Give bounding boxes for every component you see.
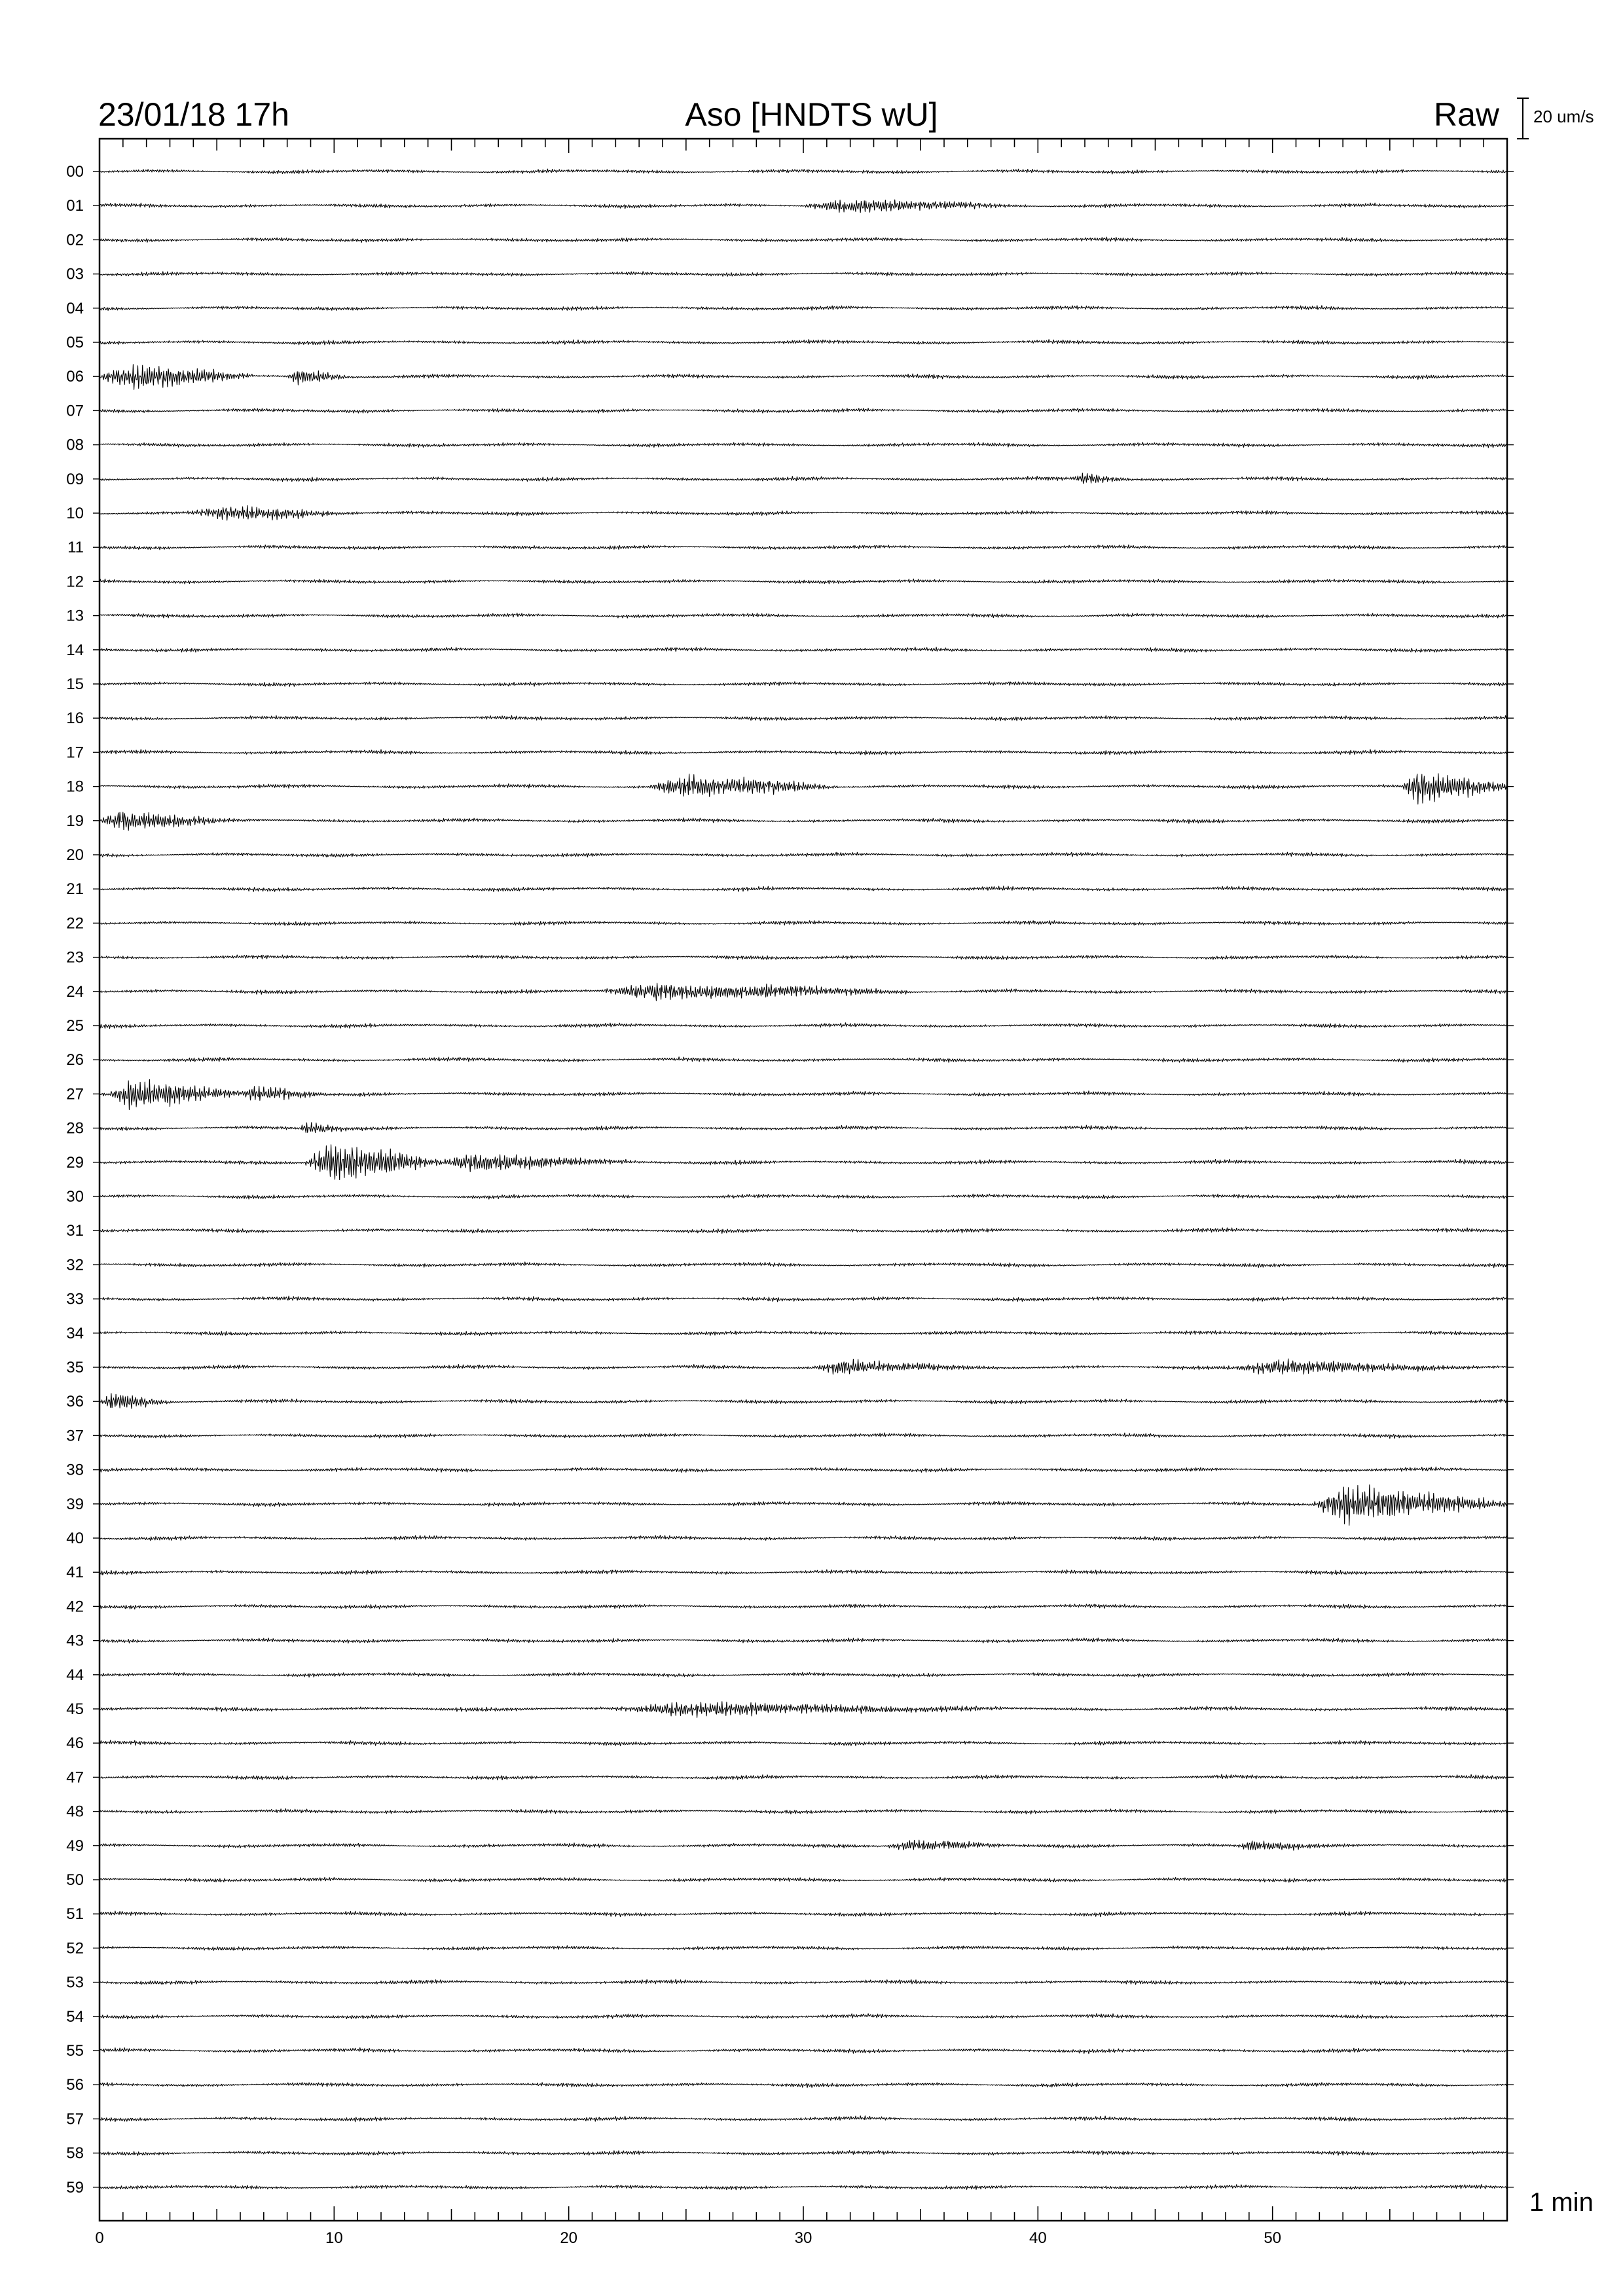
row-label: 50: [66, 1871, 84, 1889]
trace-row: [100, 169, 1507, 174]
header-mode: Raw: [1433, 96, 1499, 133]
row-label: 19: [66, 812, 84, 830]
row-label: 36: [66, 1393, 84, 1411]
row-label: 43: [66, 1632, 84, 1650]
trace-row: [100, 1808, 1507, 1814]
row-label: 55: [66, 2042, 84, 2060]
row-label: 51: [66, 1905, 84, 1924]
row-label: 25: [66, 1017, 84, 1035]
row-label: 44: [66, 1666, 84, 1684]
row-label: 33: [66, 1290, 84, 1308]
trace-row: [100, 1122, 1507, 1133]
x-tick-label: 40: [1029, 2229, 1047, 2247]
chart-title: Aso [HNDTS wU]: [685, 96, 938, 133]
trace-row: [100, 1145, 1507, 1180]
row-label: 30: [66, 1188, 84, 1206]
x-tick-label: 50: [1264, 2229, 1282, 2247]
trace-row: [100, 1840, 1507, 1850]
row-label: 32: [66, 1256, 84, 1274]
row-label: 13: [66, 607, 84, 625]
trace-row: [100, 1079, 1507, 1109]
row-label: 00: [66, 163, 84, 181]
row-label: 24: [66, 982, 84, 1001]
trace-row: [100, 1467, 1507, 1473]
trace-row: [100, 2014, 1507, 2019]
row-label: 37: [66, 1427, 84, 1445]
row-label: 11: [67, 539, 84, 557]
trace-row: [100, 2083, 1507, 2088]
row-label: 48: [66, 1803, 84, 1821]
trace-row: [100, 886, 1507, 892]
row-label: 04: [66, 299, 84, 317]
scale-bar-label: 20 um/s: [1533, 107, 1594, 126]
trace-row: [100, 1296, 1507, 1302]
trace-row: [100, 545, 1507, 550]
trace-row: [100, 682, 1507, 687]
row-label: 41: [66, 1564, 84, 1582]
row-label: 06: [66, 368, 84, 386]
row-label: 46: [66, 1734, 84, 1753]
trace-row: [100, 442, 1507, 448]
row-label: 53: [66, 1973, 84, 1992]
trace-row: [100, 473, 1507, 484]
row-label: 54: [66, 2007, 84, 2026]
row-label: 07: [66, 402, 84, 420]
trace-row: [100, 200, 1507, 212]
trace-row: [100, 1023, 1507, 1029]
row-label: 52: [66, 1939, 84, 1958]
row-label: 27: [66, 1085, 84, 1103]
trace-row: [100, 1262, 1507, 1268]
trace-row: [100, 983, 1507, 1001]
row-label: 28: [66, 1119, 84, 1138]
trace-row: [100, 1979, 1507, 1985]
x-tick-label: 10: [325, 2229, 343, 2247]
row-label: 09: [66, 470, 84, 488]
trace-row: [100, 1774, 1507, 1780]
row-label: 56: [66, 2076, 84, 2094]
row-label: 05: [66, 334, 84, 351]
scale-bar: [1517, 98, 1529, 139]
trace-lines: [100, 169, 1507, 2190]
x-unit-label: 1 min: [1529, 2188, 1594, 2217]
row-label: 03: [66, 265, 84, 283]
row-label: 15: [66, 675, 84, 693]
trace-row: [100, 2048, 1507, 2054]
row-label: 40: [66, 1530, 84, 1547]
row-label: 59: [66, 2178, 84, 2197]
trace-row: [100, 1740, 1507, 1746]
trace-row: [100, 1194, 1507, 1199]
row-label: 58: [66, 2144, 84, 2162]
trace-row: [100, 1911, 1507, 1917]
row-label: 02: [66, 231, 84, 249]
row-label: 26: [66, 1051, 84, 1069]
row-label: 49: [66, 1837, 84, 1855]
row-label: 35: [66, 1359, 84, 1376]
trace-row: [100, 715, 1507, 721]
trace-row: [100, 365, 1507, 389]
trace-row: [100, 408, 1507, 413]
trace-row: [100, 1331, 1507, 1336]
trace-row: [100, 1702, 1507, 1718]
row-label: 12: [66, 573, 84, 591]
row-label: 29: [66, 1153, 84, 1172]
row-label: 18: [66, 778, 84, 796]
row-label: 08: [66, 436, 84, 454]
trace-row: [100, 955, 1507, 960]
row-label: 57: [66, 2110, 84, 2128]
trace-row: [100, 852, 1507, 857]
trace-row: [100, 306, 1507, 311]
trace-row: [100, 1433, 1507, 1439]
trace-row: [100, 272, 1507, 277]
row-label: 31: [66, 1222, 84, 1240]
trace-row: [100, 1604, 1507, 1609]
trace-row: [100, 1359, 1507, 1374]
row-label: 21: [66, 880, 84, 899]
header-date-hour: 23/01/18 17h: [98, 96, 289, 133]
trace-row: [100, 237, 1507, 242]
trace-row: [100, 1057, 1507, 1063]
trace-row: [100, 613, 1507, 618]
row-label: 34: [66, 1324, 84, 1342]
trace-row: [100, 579, 1507, 584]
trace-row: [100, 1228, 1507, 1234]
x-tick-label: 20: [560, 2229, 578, 2247]
trace-row: [100, 2185, 1507, 2190]
plot-border: [100, 139, 1507, 2221]
trace-row: [100, 505, 1507, 520]
trace-row: [100, 1672, 1507, 1677]
row-label: 22: [66, 914, 84, 933]
row-labels: [66, 163, 1514, 2197]
row-label: 39: [66, 1495, 84, 1513]
row-label: 01: [66, 197, 84, 215]
row-label: 38: [66, 1461, 84, 1479]
trace-row: [100, 2116, 1507, 2122]
trace-row: [100, 1535, 1507, 1541]
trace-row: [100, 749, 1507, 755]
trace-row: [100, 1877, 1507, 1882]
trace-row: [100, 812, 1507, 831]
row-label: 20: [66, 846, 84, 864]
tick-marks: [95, 139, 1507, 2247]
plot-frame: [100, 139, 1507, 2221]
x-tick-label: 0: [95, 2229, 104, 2247]
row-label: 47: [66, 1768, 84, 1787]
trace-row: [100, 774, 1507, 804]
trace-row: [100, 647, 1507, 653]
trace-row: [100, 1485, 1507, 1526]
row-label: 17: [66, 744, 84, 762]
trace-row: [100, 1393, 1507, 1408]
row-label: 42: [66, 1598, 84, 1616]
row-label: 14: [66, 641, 84, 659]
trace-row: [100, 1946, 1507, 1950]
row-label: 10: [66, 505, 84, 522]
trace-row: [100, 1638, 1507, 1643]
row-label: 45: [66, 1700, 84, 1718]
trace-row: [100, 340, 1507, 345]
trace-row: [100, 1570, 1507, 1575]
trace-row: [100, 921, 1507, 926]
row-label: 16: [66, 709, 84, 728]
x-tick-label: 30: [794, 2229, 812, 2247]
trace-row: [100, 2151, 1507, 2156]
row-label: 23: [66, 948, 84, 967]
